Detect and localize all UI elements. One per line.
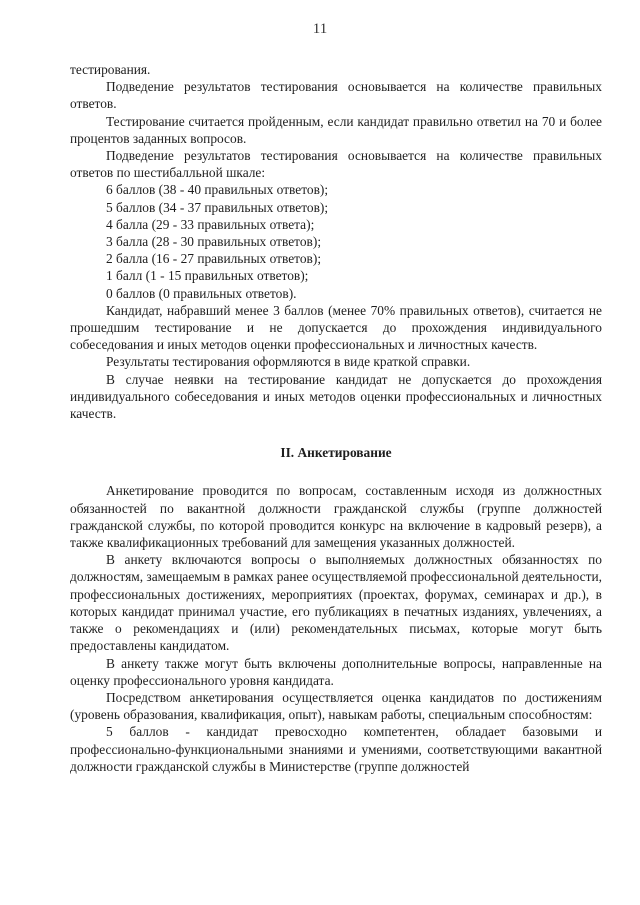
scale-item-6: 6 баллов (38 - 40 правильных ответов); — [106, 182, 329, 198]
scale-item-1: 1 балл (1 - 15 правильных ответов); — [106, 268, 309, 284]
paragraph-assessment: Посредством анкетирования осуществляется оценка кандидатов по достижениям (уровень образования, квалификация, опыт), навыкам работы, специальным способностям: — [70, 689, 602, 723]
paragraph-continuation: тестирования. — [70, 62, 151, 77]
scale-item-2: 2 балла (16 - 27 правильных ответов); — [106, 251, 322, 267]
paragraph-questionnaire-basis: Анкетирование проводится по вопросам, составленным исходя из должностных обязанностей по вакантной должности гражданской службы (группе должностей гражданской службы, по которой проводится конкурс на включение в кадровый резерв), а также квалификационных требований для замещения указанных должностей. — [70, 483, 602, 551]
page-number: 11 — [312, 21, 328, 37]
paragraph-fail-condition: Кандидат, набравший менее 3 баллов (менее 70% правильных ответов), считается не прошедшим тестирование и не допускается до прохождения индивидуального собеседования и иных методов оценки профессиональных и личностных качеств. — [70, 302, 602, 353]
paragraph-score-5: 5 баллов - кандидат превосходно компетентен, обладает базовыми и профессионально-функциональными знаниями и умениями, соответствующими вакантной должности гражданской службы в Министерстве (группе должностей — [70, 724, 602, 774]
scale-item-4: 4 балла (29 - 33 правильных ответа); — [106, 216, 315, 232]
paragraph-scale-intro: Подведение результатов тестирования основывается на количестве правильных ответов по шестибалльной шкале: — [70, 148, 602, 181]
paragraph-additional-questions: В анкету также могут быть включены дополнительные вопросы, направленные на оценку профессионального уровня кандидата. — [70, 655, 602, 688]
paragraph-results-report: Результаты тестирования оформляются в виде краткой справки. — [106, 354, 471, 370]
scale-item-0: 0 баллов (0 правильных ответов). — [106, 285, 297, 301]
paragraph-questionnaire-content: В анкету включаются вопросы о выполняемых должностных обязанностях по должностям, замещаемым в рамках ранее осуществляемой профессиональной деятельности, профессиональных достижениях, мероприятиях (проектах, форумах, семинарах и др.), в которых кандидат принимал участие, его публикациях в печатных изданиях, увлечениях, а также о рекомендациях и (или) рекомендательных письмах, которые могут быть предоставлены кандидатом. — [70, 552, 602, 654]
paragraph-absence: В случае неявки на тестирование кандидат не допускается до прохождения индивидуального собеседования и иных методов оценки профессиональных и личностных качеств. — [70, 371, 602, 422]
paragraph-pass-criteria: Тестирование считается пройденным, если кандидат правильно ответил на 70 и более процентов заданных вопросов. — [70, 113, 602, 146]
scale-item-5: 5 баллов (34 - 37 правильных ответов); — [106, 199, 329, 215]
page-content — [70, 61, 602, 775]
paragraph-results-basis: Подведение результатов тестирования основывается на количестве правильных ответов. — [70, 79, 602, 112]
scale-item-3: 3 балла (28 - 30 правильных ответов); — [106, 234, 322, 250]
section-heading: II. Анкетирование — [280, 445, 392, 461]
